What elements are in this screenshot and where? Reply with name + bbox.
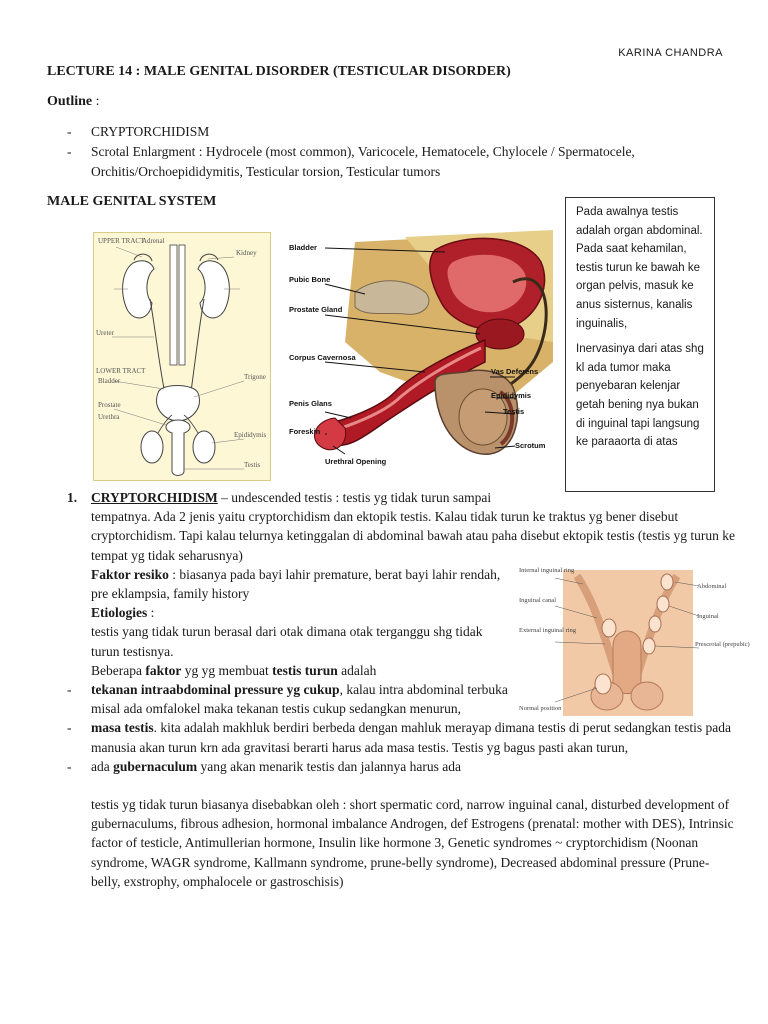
fig1-label-trigone: Trigone xyxy=(244,373,266,381)
lecture-title: LECTURE 14 : MALE GENITAL DISORDER (TESTICULAR DISORDER) xyxy=(47,64,511,79)
section1-term: CRYPTORCHIDISM xyxy=(91,490,218,505)
fig2-label-urethral: Urethral Opening xyxy=(325,457,387,466)
factors-pre: Beberapa xyxy=(91,662,146,678)
section1-definition-cont: tempatnya. Ada 2 jenis yaitu cryptorchidism dan ektopik testis. Kalau tidak turun ke traktus yg bener disebut cryptorchidism. Tapi kalau telurnya ketinggalan di abdominal bawah atau paha disebut ektopik testis (testis yg turun ke tempat yg tidak seharusnya) xyxy=(91,509,736,563)
fig1-label-testis: Testis xyxy=(244,461,261,469)
sagittal-anatomy-figure xyxy=(285,222,555,472)
fig1-label-prostate: Prostate xyxy=(98,401,121,409)
fig2-label-scrotum: Scrotum xyxy=(515,441,546,450)
fig1-label-epididymis: Epididymis xyxy=(234,431,267,439)
section1-heading-row xyxy=(67,488,737,507)
etiologies-label: Etiologies xyxy=(91,605,148,621)
fig3-label-normal: Normal position xyxy=(519,705,562,712)
note-paragraph-2: Inervasinya dari atas shg kl ada tumor maka penyebaran kelenjar getah bening nya bukan di inguinal tapi langsung ke paraaorta di atas xyxy=(576,343,704,449)
section1-definition: – undescended testis : testis yg tidak turun sampai xyxy=(217,490,492,505)
fig2-label-prostate: Prostate Gland xyxy=(289,305,343,314)
fig1-label-adrenal: Adrenal xyxy=(142,237,165,245)
outline-item: - Scrotal Enlargment : Hydrocele (most common), Varicocele, Hematocele, Chylocele / Spermatocele, Orchitis/Orchoepididymitis, Testicular torsion, Testicular tumors xyxy=(67,142,717,182)
fig3-label-prescrotal: Prescrotal (prepubic) xyxy=(695,641,750,648)
fig2-label-testis: Testis xyxy=(503,407,525,416)
factor-item-bold: tekanan intraabdominal pressure yg cukup xyxy=(91,682,340,698)
etiologies-colon: : xyxy=(147,605,155,621)
fig3-label-internal-ring: Internal inguinal ring xyxy=(519,567,575,574)
risk-label: Faktor resiko xyxy=(91,566,169,582)
fig2-label-bladder: Bladder xyxy=(289,243,317,252)
factor-item: - ada gubernaculum yang akan menarik testis dan jalannya harus ada xyxy=(67,758,462,774)
factors-bold-1: faktor xyxy=(145,662,182,678)
note-paragraph-1: Pada awalnya testis adalah organ abdominal. Pada saat kehamilan, testis turun ke bawah ke organ pelvis, masuk ke anus sisternus, kanalis inguinalis, xyxy=(576,206,703,330)
author-name: KARINA CHANDRA xyxy=(618,47,723,59)
causes-paragraph: testis yg tidak turun biasanya disebabkan oleh : short spermatic cord, narrow inguinal canal, disturbed development of gubernaculums, fibrous adhesion, hormonal imbalance Androgen, def Estrogens (prenatal: mother with DES), Intrinsic factor of testicle, Antimullerian hormone, Insulin like hormone 3, Genetic syndromes ~ cryptorchidism (Noonan syndrome, WAGR syndrome, Kallmann syndrome, prune-belly syndrome), Decreased abdominal pressure (Prune-belly, exstrophy, omphalocele or gastroschisis) xyxy=(91,797,734,889)
outline-item: - CRYPTORCHIDISM xyxy=(67,122,717,142)
note-box xyxy=(565,197,715,492)
outline-heading-text: Outline xyxy=(47,94,93,109)
fig2-label-foreskin: Foreskin xyxy=(289,427,321,436)
factors-bold-2: testis turun xyxy=(272,662,338,678)
section-heading: MALE GENITAL SYSTEM xyxy=(47,194,217,209)
cryptorchidism-section xyxy=(67,488,737,891)
fig2-label-corpus: Corpus Cavernosa xyxy=(289,353,356,362)
factor-item-text: , kalau intra abdominal terbuka misal ada omfalokel maka tekanan testis cukup sedangkan menurun, xyxy=(91,682,508,717)
factor-item-pre: ada xyxy=(91,758,114,774)
section1-number: 1. xyxy=(67,490,78,505)
fig2-label-penis-glans: Penis Glans xyxy=(289,399,332,408)
fig1-label-bladder: Bladder xyxy=(98,377,121,385)
factors-line xyxy=(67,661,511,680)
outline-item-text: CRYPTORCHIDISM xyxy=(91,124,210,139)
risk-text: : biasanya pada bayi lahir premature, berat bayi lahir rendah, pre eklampsia, family history xyxy=(91,566,501,602)
etiologies-text: testis yang tidak turun berasal dari otak dimana otak terganggu shg tidak turun testisnya. xyxy=(91,624,483,659)
fig2-label-epididymis: Epididymis xyxy=(491,391,532,400)
etiologies-heading xyxy=(67,603,511,622)
fig1-label-kidney: Kidney xyxy=(236,249,257,257)
factor-item-bold: gubernaculum xyxy=(113,758,198,774)
risk-factors xyxy=(67,565,511,603)
factors-post: adalah xyxy=(337,662,377,678)
fig2-label-pubic-bone: Pubic Bone xyxy=(289,275,331,284)
fig1-label-ureter: Ureter xyxy=(96,329,114,337)
urinary-tract-illustration xyxy=(94,233,270,480)
fig3-label-inguinal: Inguinal xyxy=(697,613,719,620)
factor-item-bold: masa testis xyxy=(91,720,154,736)
factor-item: - masa testis. kita adalah makhluk berdiri berbeda dengan mahluk merayap dimana testis di perut sedangkan testis pada manusia akan turun krn ada gravitasi berarti harus ada masa testis. Testis yg bagus pasti akan turun, xyxy=(67,720,731,755)
outline-heading xyxy=(47,94,100,110)
fig1-label-upper-tract: UPPER TRACT xyxy=(98,237,145,245)
fig2-label-vas: Vas Deferens xyxy=(491,367,539,376)
outline-list xyxy=(67,122,717,182)
fig3-label-abdominal: Abdominal xyxy=(697,583,727,590)
factor-item-text: yang akan menarik testis dan jalannya harus ada xyxy=(197,758,462,774)
factors-mid: yg yg membuat xyxy=(181,662,273,678)
factor-item-text: . kita adalah makhluk berdiri berbeda dengan mahluk merayap dimana testis di perut sedangkan testis pada manusia akan turun krn ada gravitasi berarti harus ada masa testis. Testis yg bagus pasti akan turun, xyxy=(91,720,731,755)
outline-colon: : xyxy=(92,94,100,109)
urinary-tract-figure xyxy=(93,232,271,481)
fig3-label-external-ring: External inguinal ring xyxy=(519,627,577,634)
factor-item: - tekanan intraabdominal pressure yg cukup, kalau intra abdominal terbuka misal ada omfalokel maka tekanan testis cukup sedangkan menurun, xyxy=(67,682,508,717)
fig1-label-urethra: Urethra xyxy=(98,413,120,421)
fig3-label-inguinal-canal: Inguinal canal xyxy=(519,597,556,604)
sagittal-anatomy-illustration xyxy=(285,222,555,472)
fig1-label-lower-tract: LOWER TRACT xyxy=(96,367,146,375)
outline-item-text: Scrotal Enlargment : Hydrocele (most common), Varicocele, Hematocele, Chylocele / Spermatocele, Orchitis/Orchoepididymitis, Testicular torsion, Testicular tumors xyxy=(91,144,635,179)
